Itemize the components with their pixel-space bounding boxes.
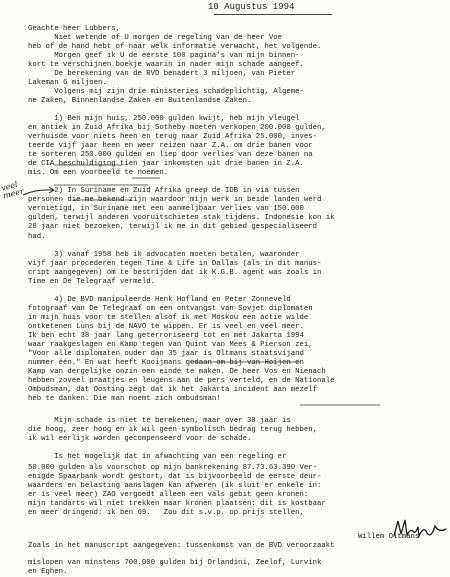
letter-line: ik wil eerlijk worden gecompenseerd voor de schade. [28,434,252,443]
letter-line: kort te verschijnen boekje waarin in nader mijn schade aangeef. [28,61,304,70]
letter-line: Is het mogelijk dat in afwachting van een regeling er [28,452,287,461]
letter-line: die hoog, zeer hoog en ik wil geen symbolisch bedrag terug hebben, [28,425,318,434]
letter-line: hebben zoveel praatjes en leugens aan de pers verteld, en de Nationale [28,376,335,385]
letter-line: personen die me bekend zijn waardoor mijn werk in beide landen werd [28,196,322,205]
letter-line: Kamp van dergelijke onzin een einde te maken. De heer Vos en Nienach [28,367,326,376]
letter-line: ne Zaken, Binnenlandse Zaken en Buitenlandse Zaken. [28,97,252,106]
letter-line: teerde vijf jaar heen en weer reizen naar Z.A. om drie banen voor [28,142,313,151]
letter-line: 50.000 gulden als voorschot op mijn bankrekening 87.73.63.390 Ver- [28,464,318,472]
letter-line: 4) De BVD manipuleerde Henk Hofland en Peter Zonneveld [28,295,291,304]
letter-date: 10 Augustus 1994 [208,2,295,12]
letter-line: Ik ben echt 38 jaar lang geterroriseerd tot en met Jakarta 1994 [28,331,304,340]
letter-line: Lakeman 6 miljoen. [28,79,107,88]
letter-line: cript aangegeven) om te bestrijden dat ik K.G.B. agent was zoals in [28,268,322,277]
letter-line: vernietigd, in Suriname met een aanmeljbaar verlies van 150.000 [28,205,304,214]
letter-line: en Eghen. [28,568,68,577]
letter-line: Geachte heer Lubbers, [28,25,120,33]
letter-line: vijf jaar procederen tegen Time & Life in Dallas (als in dit manus- [28,259,322,268]
letter-line: Niet wetende of U morgen de regeling van de heer Voe [28,34,282,42]
letter-line: "Voor alle diplomaten ouder dan 35 jaar is Oltmans staatsvijand [28,349,304,358]
letter-line: De berekening van de RVD benadert 3 miljoen, van Pieter [28,70,296,79]
letter-line: Mijn schade is niet te berekenen, maar over 38 jaar is [28,416,291,425]
letter-line: ontketenen Luns bij de NAVO te wippen. Er is veel en veel meer. [28,322,304,331]
margin-note: veel meer [0,179,25,201]
letter-line: heb te danken. Die man noemt zich ombudsman! [28,394,221,403]
letter-line: Time en De Telegraaf vermeld. [28,277,155,286]
letter-line: mis. Om een voorbeeld te noemen. [28,169,169,178]
letter-line: in mijn huis voor te stellen alsof ik met Moskou een actie wilde [28,313,309,322]
letter-line: mijn tandarts wil niet trekken maar kronen plaatsen: dit is kostbaar [28,500,326,508]
letter-line: 28 jaar niet bezoeken, terwijl ik me in dit gebied gespecialiseerd [28,223,318,232]
letter-line: fotograaf van De Telegraaf om een ontvangst van Sovjet diplomaten [28,304,313,313]
letter-line: verhuisde voor niets heen en terug naar Zuid Afrika 25.000, inves- [28,133,318,142]
letter-line: de CIA beschuldiging tien jaar inkomsten uit drie banen in Z.A. [28,160,304,169]
letter-line: enigde Spaarbank wordt gestort, dat is bijvoorbeeld de eerste deur- [28,473,322,481]
letter-line: en antiek in Zuid Afrika bij Sotheby moeten verkopen 200.000 gulden, [28,124,326,133]
letter-line: waarders en belasting aanslagen kan afweren (ik sluit er enkele in: [28,482,322,490]
letter-line: heb of de hand hebt of naar welk informatie verwacht, het volgende. [28,43,322,51]
letter-line: gulden, terwijl anderen vooruitschieten stak tijdens. Indonesie kon ik [28,214,335,223]
letter-line: nummer één." En wat heeft Kooijmans gedaan om bij van Hoijen en [28,358,304,367]
letter-line: 1) Ben mijn huis, 250.000 gulden kwijt, heb mijn vleugel [28,115,300,124]
letter-line: 3) vanaf 1958 heb ik advocaten moeten betalen, waaronder [28,250,300,259]
letter-line: Zoals in het manuscript aangegeven: tussenkomst van de BVD veroorzaakt [28,542,335,551]
letter-line: mislopen van minstens 700.000 gulden bij Orlandini, Zeelof, Lurvink [28,559,322,568]
letter-line: had. [28,232,46,241]
letter-line: en meer dringend: ik ben 69. Zou dit s.v.p. op prijs stellen, [28,509,304,518]
letter-line: waar raakgeslagen en Kamp tegen van Quint van Mees & Pierson zei, [28,340,313,349]
letter-line: 2) In Suriname en Zuid Afrika greep de IDB in via tussen [28,187,300,196]
signature-name: Willem Oltmans [358,533,420,541]
letter-line: er is veel meer) ZAO vergoedt alleen een vals gebit geen kronen: [28,491,309,499]
letter-line: Volgens mij zijn drie ministeries schadeplichtig, Algeme- [28,88,304,97]
letter-line: te sorteren 250.000 gulden en liep door verlies van deze banen na [28,151,313,160]
letter-line: Ombudsman, dat Oosting zegt dat ik het Jakarta incident aan mezelf [28,385,318,394]
letter-line: Morgen geef ik U de eerste 100 pagina's van mijn binnen- [28,52,300,61]
